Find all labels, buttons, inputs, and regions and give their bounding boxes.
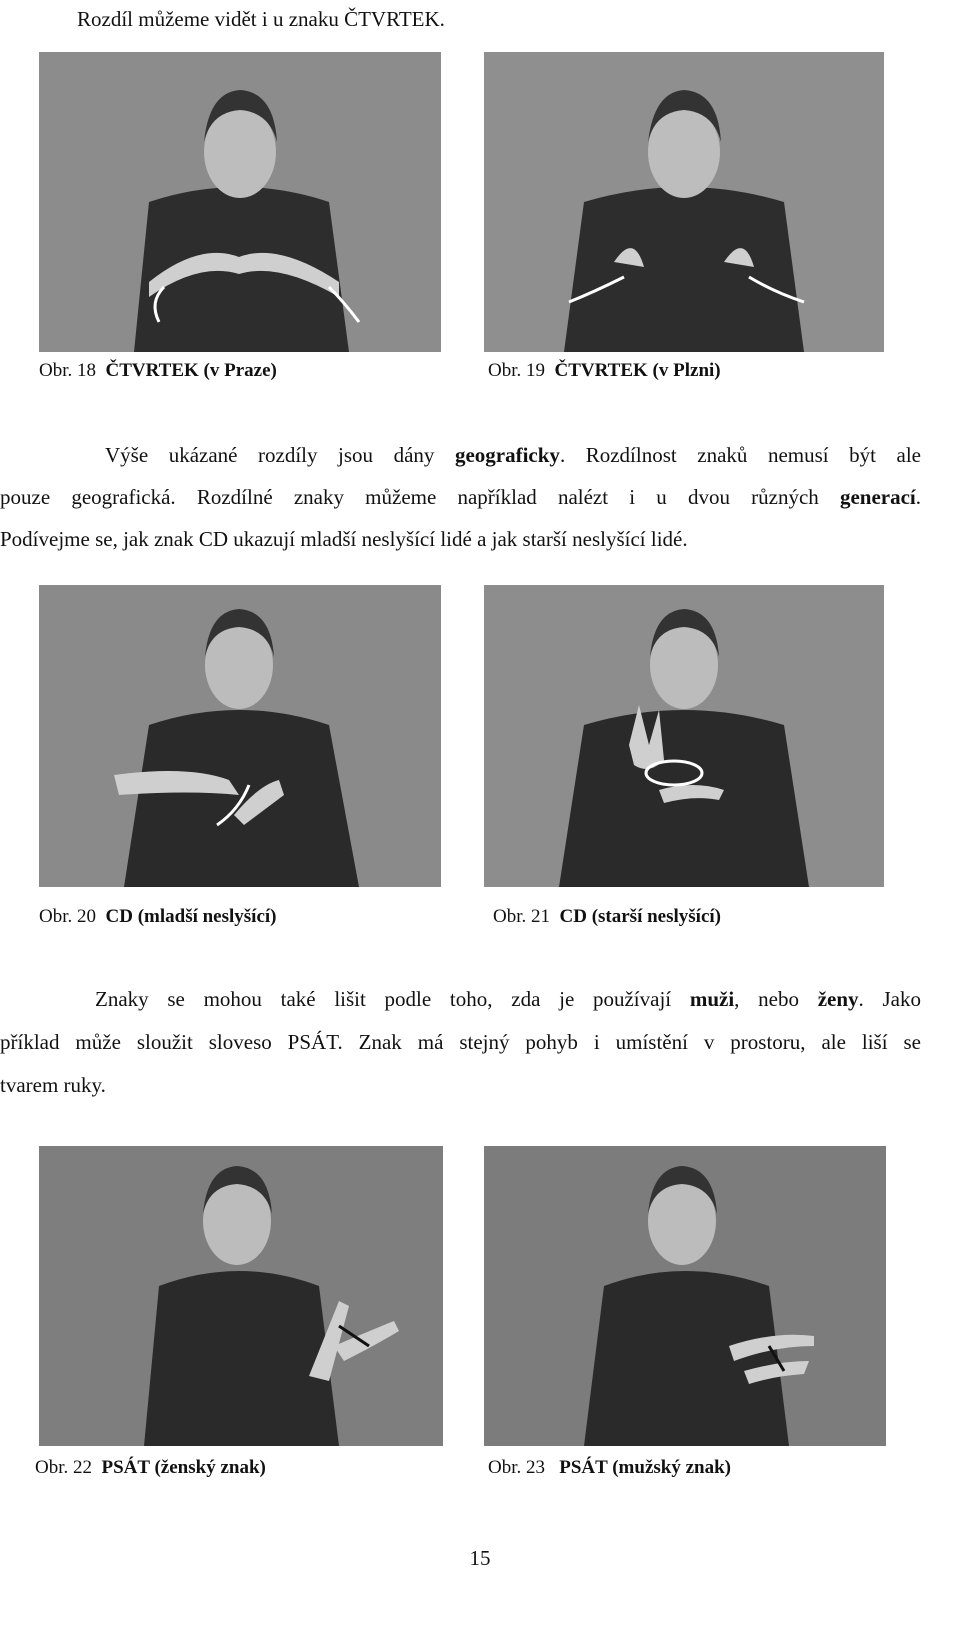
paragraph-2-line-2 [0,1029,921,1055]
paragraph-1-line-2 [0,484,921,510]
figure-20-title: CD (mladší neslyšící) [105,906,277,927]
paragraph-1-line-3: Podívejme se, jak znak CD ukazují mladší neslyšící lidé a jak starší neslyšící lidé. [0,527,688,551]
figure-18-photo [39,52,441,352]
figure-19-title: ČTVRTEK (v Plzni) [554,360,721,381]
figure-18-caption [39,359,277,383]
figure-22-photo [39,1146,443,1446]
emphasis-muzi: muži [689,987,735,1011]
paragraph-1-line-1 [105,442,921,468]
figure-21-number: Obr. 21 [493,906,550,927]
figure-19-number: Obr. 19 [488,360,545,381]
page-number: 15 [469,1546,491,1570]
figure-18-number: Obr. 18 [39,360,96,381]
paragraph-2-text: . Jako [858,987,921,1011]
paragraph-1-text: . Rozdílnost znaků nemusí být ale [559,443,921,467]
paragraph-2-text: , nebo [734,987,818,1011]
figure-20-number: Obr. 20 [39,906,96,927]
paragraph-1-text: pouze geografická. Rozdílné znaky můžeme například nalézt i u dvou různých [0,485,840,509]
paragraph-1-text: . [915,485,921,509]
figure-20-caption [39,905,277,929]
intro-text: Rozdíl můžeme vidět i u znaku ČTVRTEK. [77,7,445,31]
paragraph-2-line-3: tvarem ruky. [0,1073,106,1097]
figure-21-photo [484,585,884,887]
emphasis-geograficky: geograficky [454,443,560,467]
paragraph-2-text: Znaky se mohou také lišit podle toho, zda je používají [95,987,690,1011]
figure-19-caption [488,359,721,383]
figure-23-title: PSÁT (mužský znak) [559,1457,731,1478]
emphasis-generaci: generací [839,485,916,509]
figure-22-number: Obr. 22 [35,1457,92,1478]
figure-21-title: CD (starší neslyšící) [559,906,721,927]
figure-18-title: ČTVRTEK (v Praze) [105,360,277,381]
paragraph-2-line-1 [95,986,921,1012]
emphasis-zeny: ženy [817,987,859,1011]
figure-22-title: PSÁT (ženský znak) [101,1457,266,1478]
paragraph-2-text: příklad může sloužit sloveso PSÁT. Znak má stejný pohyb i umístění v prostoru, ale liší se [0,1030,921,1054]
paragraph-1-text: Výše ukázané rozdíly jsou dány [105,443,455,467]
figure-22-caption [35,1456,266,1480]
figure-23-photo [484,1146,886,1446]
figure-23-number: Obr. 23 [488,1457,545,1478]
figure-21-caption [493,905,721,929]
figure-19-photo [484,52,884,352]
figure-20-photo [39,585,441,887]
figure-23-caption [488,1456,731,1480]
